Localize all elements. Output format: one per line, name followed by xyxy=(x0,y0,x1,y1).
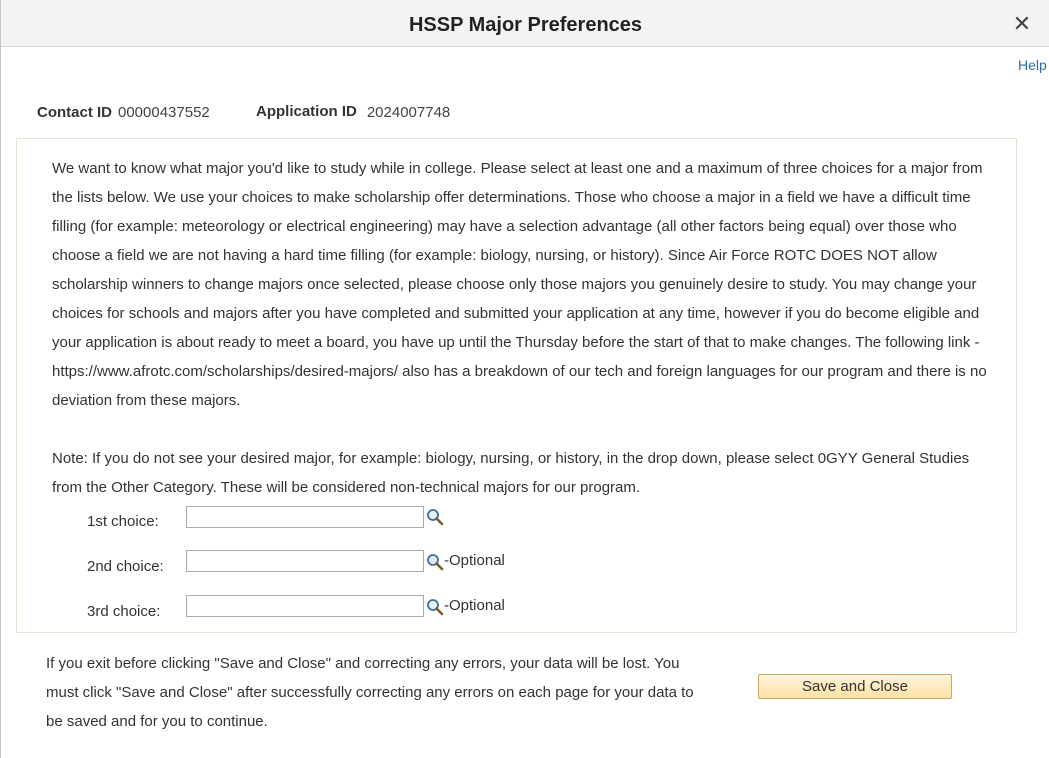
application-id-label: Application ID xyxy=(256,103,357,120)
unsaved-data-warning: If you exit before clicking "Save and Close" and correcting any errors, your data will be lost. You must click "Save and Close" after successfully correcting any errors on each page for your data to be saved and for you to continue. xyxy=(46,655,694,730)
instructions-note: Note: If you do not see your desired major, for example: biology, nursing, or history, in the drop down, please select 0GYY General Studies from the Other Category. These will be considered non-technical majors for our program. xyxy=(52,450,970,496)
instructions-paragraph: We want to know what major you'd like to study while in college. Please select at least one and a maximum of three choices for a major from the lists below. We use your choices to make scholarship offer determinations. Those who choose a major in a field we have a difficult time filling (for example: meteorology or electrical engineering) may have a selection advantage (all other factors being equal) over those who choose a field we are not having a hard time filling (for example: biology, nursing, or history). Since Air Force ROTC DOES NOT allow scholarship winners to change majors once selected, please choose only those majors you genuinely desire to study. You may change your choices for schools and majors after you have completed and submitted your application at any time, however if you do become eligible and your application is about ready to meet a board, you have up until the Thursday before the start of that to make changes. The following link - https://www.afrotc.com/scholarships/desired-majors/ also has a breakdown of our tech and foreign languages for our program and there is no deviation from these majors. xyxy=(52,160,987,409)
magnifier-lookup-icon[interactable] xyxy=(426,598,444,616)
third-choice-optional: -Optional xyxy=(444,597,505,614)
first-choice-label: 1st choice: xyxy=(87,513,159,530)
contact-id-field xyxy=(37,104,210,121)
third-choice-label: 3rd choice: xyxy=(87,603,161,620)
application-id-value: 2024007748 xyxy=(366,104,451,121)
second-choice-input[interactable] xyxy=(186,550,424,572)
magnifier-lookup-icon[interactable] xyxy=(426,553,444,571)
dialog-title: HSSP Major Preferences xyxy=(408,14,643,36)
dialog-titlebar xyxy=(1,0,1049,47)
magnifier-lookup-icon[interactable] xyxy=(426,508,444,526)
contact-id-value: 00000437552 xyxy=(118,104,210,121)
third-choice-input[interactable] xyxy=(186,595,424,617)
help-link[interactable]: Help xyxy=(1018,57,1047,73)
application-id-field xyxy=(256,103,450,120)
second-choice-optional: -Optional xyxy=(444,552,505,569)
save-and-close-button[interactable]: Save and Close xyxy=(758,674,952,699)
close-icon[interactable]: ✕ xyxy=(1012,11,1032,36)
contact-id-label: Contact ID xyxy=(37,104,112,121)
major-selection-panel xyxy=(16,138,1017,633)
first-choice-input[interactable] xyxy=(186,506,424,528)
second-choice-label: 2nd choice: xyxy=(87,558,164,575)
